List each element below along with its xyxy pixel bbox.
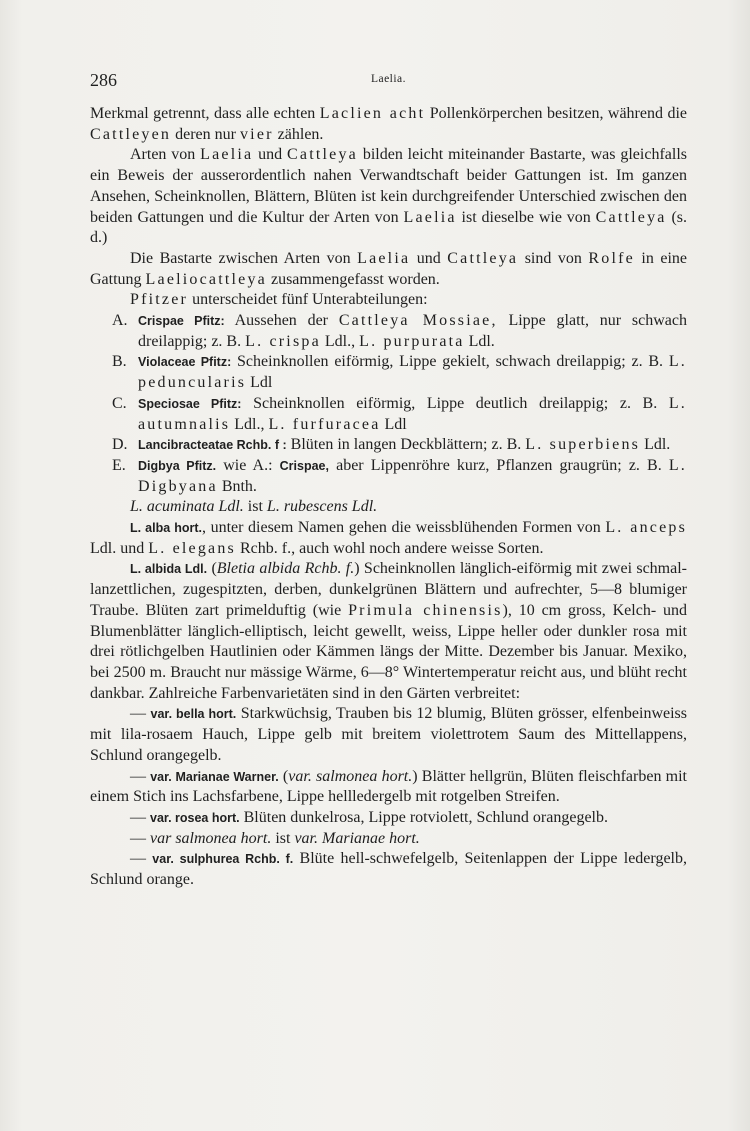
page-number: 286 — [90, 70, 117, 90]
text-run: Ldl — [380, 415, 407, 433]
text-run: ist dieselbe wie von — [456, 208, 596, 226]
text-run: Ldl. — [464, 332, 495, 350]
spaced-term: Laclien acht — [319, 105, 426, 122]
text-run: — — [130, 829, 150, 847]
text-run: Starkwüchsig, Trauben bis 12 blumig, Blüten grösser, elfenbeinweiss mit lila-rosaem Hauch, Lippe gelb mit breitem violettrotem Saum des Mittellappens, Schlund orangegelb. — [90, 705, 688, 764]
text-run: (s. d.) — [90, 208, 687, 247]
intro-paragraph-2 — [90, 145, 687, 249]
bold-term: Lancibracteatae Rchb. f : — [138, 438, 287, 453]
bold-term: Violaceae Pfitz: — [138, 355, 232, 370]
text-run: Die Bastarte zwischen Arten von — [130, 249, 358, 267]
text-run: — — [130, 850, 153, 868]
subdivision-item — [90, 311, 687, 352]
variety-salmonea — [90, 829, 687, 850]
entry-alba — [90, 518, 687, 559]
text-run: Arten von — [130, 146, 201, 164]
spaced-term: Cattleyen — [90, 125, 172, 143]
subdivision-text — [138, 395, 687, 433]
page-header — [90, 70, 687, 94]
spaced-term: Laeliocattleya — [145, 270, 267, 288]
subdivision-item — [90, 435, 687, 456]
spaced-term: Laelia — [403, 208, 457, 226]
bold-term: var. rosea hort. — [150, 810, 240, 825]
italic-term: L. rubescens Ldl. — [266, 498, 378, 516]
spaced-term: L. superbiens — [525, 436, 641, 454]
text-run: sind von — [518, 249, 589, 267]
variety-sulphurea — [90, 849, 687, 890]
running-title: Laelia. — [370, 73, 407, 85]
spaced-term: Primula chinensis — [348, 601, 503, 619]
spaced-term: L. anceps — [605, 519, 688, 537]
spaced-term: Cattleya Mossiae, — [338, 312, 498, 330]
italic-term: Bletia albida Rchb. f. — [216, 560, 355, 578]
entry-albida — [90, 559, 687, 704]
bold-term: Crispae Pfitz: — [138, 314, 225, 329]
text-run: aber Lippenröhre kurz, Pflanzen graugrün; z. B. — [328, 456, 669, 474]
text-run: Bnth. — [217, 477, 257, 495]
subdivision-letter: D. — [112, 436, 128, 454]
text-run: Scheinknollen eiförmig, Lippe gekielt, schwach dreilappig; z. B. — [231, 353, 669, 371]
text-run: bilden leicht miteinander Bastarte, was gleichfalls ein Beweis der ausserordentlich nahen Verwandtschaft beider Gattungen ist. Im ganzen Ansehen, Scheinknollen, Blättern, Blüten ist kein durchgreifender Unterschied zwischen den beiden Gattungen und die Kultur der Arten von — [90, 146, 688, 226]
spaced-term: Pfitzer — [130, 291, 189, 309]
text-run: , unter diesem Namen gehen die weissblühenden Formen von — [202, 519, 606, 537]
intro-paragraph-4 — [90, 290, 687, 311]
text-run: Ldl. — [640, 436, 671, 454]
spaced-term: Laelia — [357, 249, 411, 267]
text-run: deren nur — [171, 125, 240, 143]
text-run: Ldl. und — [90, 539, 149, 557]
spaced-term: L. Digbyana — [138, 456, 687, 495]
text-run: ), 10 cm gross, Kelch- und Blumenblätter länglich-elliptisch, leicht gewellt, weiss, Lippe heller oder dunkler rosa mit drei rötlichgelben Hautlinien oder Kämmen längs der Mitte. Dezember bis Januar. Mexiko, bei 2500 m. Braucht nur mässige Wärme, 6—8° Wintertemperatur reicht aus, und blüht recht dankbar. Zahlreiche Farbenvarietäten sind in den Gärten verbreitet: — [90, 601, 688, 702]
text-run: zusammengefasst worden. — [266, 270, 440, 288]
text-run: Ldl — [246, 374, 273, 392]
spaced-term: L. furfuracea — [268, 415, 381, 433]
text-run: in eine Gattung — [90, 249, 688, 288]
subdivision-letter: A. — [112, 312, 128, 330]
text-run: ist — [271, 829, 295, 847]
variety-marianae — [90, 767, 687, 808]
page-body — [90, 104, 687, 891]
text-run: ist — [243, 498, 267, 516]
text-run: Ldl., — [320, 332, 360, 350]
bold-term: var. Marianae Warner. — [150, 769, 279, 784]
spaced-term: Cattleya — [287, 146, 358, 164]
text-run: Pollenkörperchen besitzen, während die — [425, 105, 687, 122]
bold-term: Crispae, — [279, 458, 329, 473]
text-run: und — [410, 249, 448, 267]
spaced-term: Cattleya — [447, 249, 519, 267]
text-run: unterscheidet fünf Unterabteilungen: — [188, 291, 428, 309]
subdivision-letter: C. — [112, 394, 127, 412]
subdivision-item — [90, 394, 687, 435]
italic-term: var salmonea hort. — [150, 829, 272, 847]
text-run: Merkmal getrennt, dass alle echten — [90, 105, 320, 122]
bold-term: Digbya Pfitz. — [138, 458, 217, 473]
text-run: — — [130, 705, 151, 723]
text-run: Ldl., — [230, 415, 269, 433]
spaced-term: L. purpurata — [359, 332, 465, 350]
subdivision-list — [90, 311, 687, 497]
text-run: Blüten in langen Deckblättern; z. B. — [286, 436, 526, 454]
text-run: Blüten dunkelrosa, Lippe rotviolett, Schlund orangegelb. — [239, 808, 608, 826]
subdivision-letter: B. — [112, 353, 127, 371]
text-run: ) Scheinknollen länglich-eiförmig mit zwei schmal-lanzettlichen, zugespitzten, derben, dunkelgrünen Blättern und aufrechter, 5—8 blumiger Traube. Blüten zart primelduftig (wie — [90, 560, 688, 619]
text-run: ) Blätter hellgrün, Blüten fleischfarben mit einem Stich ins Lachsfarbene, Lippe hellledergelb mit rotgelben Streifen. — [90, 767, 688, 806]
spaced-term: Rolfe — [588, 249, 635, 267]
text-run: Lippe glatt, nur schwach dreilappig; z. B. — [138, 312, 687, 350]
italic-term: var. salmonea hort. — [288, 767, 413, 785]
spaced-term: vier — [239, 125, 274, 143]
text-run: zählen. — [273, 125, 324, 143]
spaced-term: L. autumnalis — [138, 394, 687, 433]
subdivision-text — [138, 353, 687, 391]
subdivision-text — [138, 457, 687, 495]
text-run: — — [130, 767, 151, 785]
entry-acuminata — [90, 497, 687, 518]
text-run: ( — [207, 560, 217, 578]
variety-bella — [90, 704, 687, 766]
text-run: ( — [278, 767, 289, 785]
spaced-term: L. crispa — [245, 332, 321, 350]
italic-term: L. acuminata Ldl. — [130, 498, 244, 516]
bold-term: L. albida Ldl. — [130, 562, 208, 577]
text-run: Rchb. f., auch wohl noch andere weisse Sorten. — [235, 539, 544, 557]
text-run: — — [130, 808, 150, 826]
subdivision-letter: E. — [112, 456, 126, 474]
text-run: Scheinknollen eiförmig, Lippe deutlich dreilappig; z. B. — [241, 394, 669, 412]
subdivision-text — [138, 436, 670, 453]
italic-term: var. Marianae hort. — [294, 829, 420, 847]
bold-term: Speciosae Pfitz: — [138, 396, 242, 411]
text-run: und — [253, 146, 288, 164]
intro-paragraph-1 — [90, 104, 687, 145]
bold-term: var. bella hort. — [150, 707, 237, 722]
spaced-term: L. peduncularis — [138, 353, 687, 392]
intro-paragraph-3 — [90, 249, 687, 290]
spaced-term: L. elegans — [148, 539, 236, 557]
text-run: Aussehen der — [224, 312, 339, 330]
spaced-term: Laelia — [200, 146, 254, 164]
bold-term: L. alba hort. — [130, 521, 202, 536]
subdivision-item — [90, 352, 687, 393]
text-run: wie A.: — [216, 456, 280, 474]
spaced-term: Cattleya — [595, 208, 667, 226]
bold-term: var. sulphurea Rchb. f. — [152, 852, 294, 867]
text-run: Blüte hell-schwefelgelb, Seitenlappen der Lippe ledergelb, Schlund orange. — [90, 850, 687, 889]
subdivision-item — [90, 456, 687, 497]
variety-rosea — [90, 808, 687, 829]
subdivision-text — [138, 312, 687, 350]
